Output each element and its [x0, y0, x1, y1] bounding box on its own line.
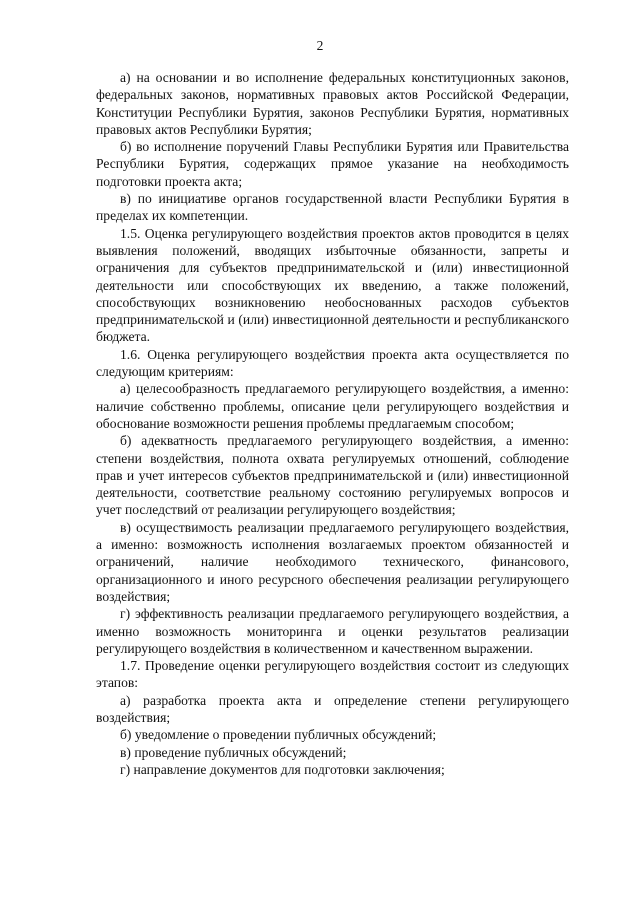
paragraph-criterion-g: г) эффективность реализации предлагаемого регулирующего воздействия, а именно возможность мониторинга и оценки результатов реализации регулирующего воздействия в количественном и качественном выражении. — [96, 606, 569, 656]
paragraph-criterion-v: в) осуществимость реализации предлагаемого регулирующего воздействия, а именно: возможность исполнения возлагаемых проектом обязанностей и ограничений, наличие необходимого технического, финансового, организационного и иного ресурсного обеспечения реализации регулирующего воздействия; — [96, 519, 569, 604]
paragraph-1-5: 1.5. Оценка регулирующего воздействия проектов актов проводится в целях выявления положений, вводящих избыточные обязанности, запреты и ограничения для субъектов предпринимательской и (или) инвестиционной деятельности или способствующих их введению, а также положений, способствующих возникновению необоснованных расходов субъектов предпринимательской и (или) инвестиционной деятельности и республиканского бюджета. — [96, 225, 569, 345]
paragraph-stage-b: б) уведомление о проведении публичных обсуждений; — [120, 727, 437, 743]
paragraph-criterion-a: а) целесообразность предлагаемого регулирующего воздействия, а именно: наличие собственно проблемы, описание цели регулирующего воздействия и обоснование возможности решения проблемы предлагаемым способом; — [96, 381, 569, 431]
paragraph-item-a-grounds: а) на основании и во исполнение федеральных конституционных законов, федеральных законов, нормативных правовых актов Российской Федерации, Конституции Республики Бурятия, законов Республики Бурятия, нормативных правовых актов Республики Бурятия; — [96, 70, 569, 137]
paragraph-stage-a: а) разработка проекта акта и определение степени регулирующего воздействия; — [96, 692, 569, 725]
document-body — [96, 69, 569, 778]
page-number: 2 — [316, 38, 324, 53]
paragraph-item-v-initiative: в) по инициативе органов государственной власти Республики Бурятия в пределах их компетенции. — [96, 191, 569, 224]
paragraph-stage-v: в) проведение публичных обсуждений; — [120, 744, 347, 760]
paragraph-1-7: 1.7. Проведение оценки регулирующего воздействия состоит из следующих этапов: — [96, 658, 569, 691]
paragraph-1-6: 1.6. Оценка регулирующего воздействия проекта акта осуществляется по следующим критериям: — [96, 346, 569, 380]
paragraph-criterion-b: б) адекватность предлагаемого регулирующего воздействия, а именно: степени воздействия, полнота охвата регулируемых отношений, соблюдение прав и учет интересов субъектов предпринимательской и (или) инвестиционной деятельности, соответствие реальному состоянию регулируемых вопросов и учет последствий от реализации регулирующего воздействия; — [96, 433, 569, 518]
paragraph-stage-g: г) направление документов для подготовки заключения; — [120, 761, 445, 777]
paragraph-item-b-instructions: б) во исполнение поручений Главы Республики Бурятия или Правительства Республики Бурятия, содержащих прямое указание на необходимость подготовки проекта акта; — [96, 139, 569, 189]
